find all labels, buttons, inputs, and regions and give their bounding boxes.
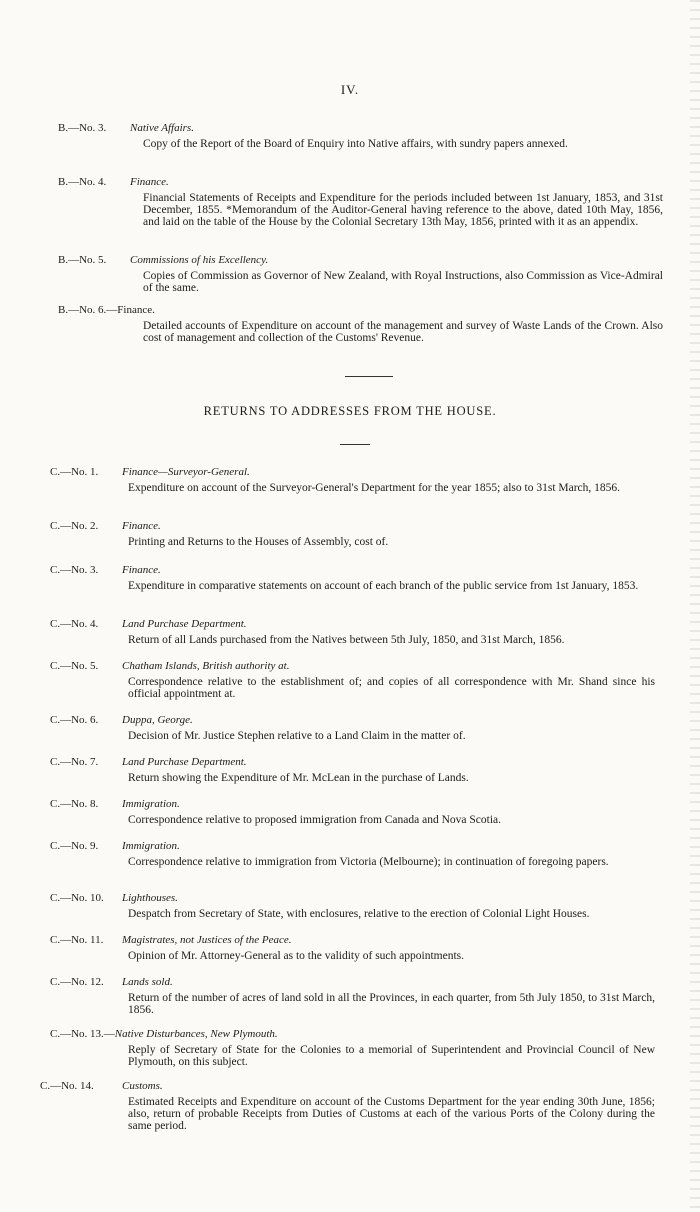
entry-description: Despatch from Secretary of State, with enclosures, relative to the erection of Colonial Light Houses. — [128, 908, 590, 920]
entry-label: C.—No. 8. — [50, 798, 99, 810]
entry-description: Copies of Commission as Governor of New Zealand, with Royal Instructions, also Commission as Vice-Admiral of the same. — [143, 270, 663, 294]
entry-label: C.—No. 4. — [50, 618, 99, 630]
section-heading: RETURNS TO ADDRESSES FROM THE HOUSE. — [203, 404, 497, 418]
entry-label: C.—No. 14. — [40, 1080, 94, 1092]
entry-description: Return of the number of acres of land sold in all the Provinces, in each quarter, from 5th July 1850, to 31st March, 1856. — [128, 992, 655, 1016]
list-item — [58, 300, 663, 344]
entry-label: C.—No. 11. — [50, 934, 104, 946]
entry-title: Duppa, George. — [122, 714, 193, 726]
list-item — [50, 1024, 655, 1068]
entry-title: Finance—Surveyor-General. — [122, 466, 250, 478]
entry-label: B.—No. 6.—Finance. — [58, 304, 155, 316]
entry-title: Commissions of his Excellency. — [130, 254, 269, 266]
list-item — [50, 710, 655, 742]
entry-description: Reply of Secretary of State for the Colonies to a memorial of Superintendent and Provincial Council of New Plymouth, on this subject. — [128, 1044, 655, 1068]
entry-description: Detailed accounts of Expenditure on account of the management and survey of Waste Lands of the Crown. Also cost of management and collection of the Customs' Revenue. — [143, 320, 663, 344]
entry-label: C.—No. 10. — [50, 892, 104, 904]
entry-description: Copy of the Report of the Board of Enquiry into Native affairs, with sundry papers annexed. — [143, 138, 568, 150]
entry-label: B.—No. 4. — [58, 176, 107, 188]
entry-description: Printing and Returns to the Houses of Assembly, cost of. — [128, 536, 389, 548]
entry-label: C.—No. 12. — [50, 976, 104, 988]
entry-title: Magistrates, not Justices of the Peace. — [122, 934, 292, 946]
entry-description: Correspondence relative to the establishment of; and copies of all correspondence with Mr. Shand since his official appointment at. — [128, 676, 655, 700]
entry-title: Land Purchase Department. — [122, 756, 247, 768]
entry-label: C.—No. 5. — [50, 660, 99, 672]
entry-description: Decision of Mr. Justice Stephen relative to a Land Claim in the matter of. — [128, 730, 466, 742]
entry-description: Correspondence relative to immigration from Victoria (Melbourne); in continuation of foregoing papers. — [128, 856, 609, 868]
entry-label: C.—No. 13.— — [50, 1028, 115, 1040]
list-item — [50, 972, 655, 1016]
entry-title: Native Disturbances, New Plymouth. — [114, 1028, 278, 1040]
list-item — [58, 172, 663, 228]
list-item — [58, 250, 663, 294]
list-item — [50, 656, 655, 700]
entry-description: Estimated Receipts and Expenditure on account of the Customs Department for the year ending 30th June, 1856; also, return of probable Receipts from Duties of Customs at each of the various Ports of the Colony during the same period. — [128, 1096, 655, 1132]
entry-label: B.—No. 5. — [58, 254, 107, 266]
list-item — [50, 888, 655, 920]
entry-title: Finance. — [122, 564, 161, 576]
page-edge-scan-noise — [690, 0, 700, 1212]
entry-label: B.—No. 3. — [58, 122, 107, 134]
list-item — [50, 462, 655, 494]
list-item — [40, 1076, 655, 1132]
entry-label: C.—No. 1. — [50, 466, 99, 478]
entry-label: C.—No. 7. — [50, 756, 99, 768]
divider — [340, 444, 370, 445]
page-number: IV. — [340, 82, 360, 97]
entry-description: Return of all Lands purchased from the Natives between 5th July, 1850, and 31st March, 1856. — [128, 634, 565, 646]
entry-title: Native Affairs. — [130, 122, 194, 134]
entry-description: Expenditure in comparative statements on account of each branch of the public service from 1st January, 1853. — [128, 580, 639, 592]
entry-label: C.—No. 6. — [50, 714, 99, 726]
entry-title: Chatham Islands, British authority at. — [122, 660, 290, 672]
list-item — [50, 794, 655, 826]
list-item — [50, 836, 655, 868]
entry-title: Lands sold. — [122, 976, 173, 988]
divider — [345, 376, 393, 377]
list-item — [50, 560, 655, 592]
entry-title: Lighthouses. — [122, 892, 178, 904]
entry-label: C.—No. 3. — [50, 564, 99, 576]
entry-description: Expenditure on account of the Surveyor-General's Department for the year 1855; also to 31st March, 1856. — [128, 482, 621, 494]
entry-title: Customs. — [122, 1080, 163, 1092]
list-item — [50, 752, 655, 784]
entry-description: Opinion of Mr. Attorney-General as to the validity of such appointments. — [128, 950, 464, 962]
list-item — [58, 118, 663, 150]
entry-title: Land Purchase Department. — [122, 618, 247, 630]
list-item — [50, 516, 655, 548]
entry-label: C.—No. 9. — [50, 840, 99, 852]
entry-description: Return showing the Expenditure of Mr. McLean in the purchase of Lands. — [128, 772, 469, 784]
entry-description: Financial Statements of Receipts and Expenditure for the periods included between 1st January, 1853, and 31st December, 1855. *Memorandum of the Auditor-General having reference to the above, dated 10th May, 1856, and laid on the table of the House by the Colonial Secretary 13th May, 1856, printed with it as an appendix. — [143, 192, 663, 228]
entry-description: Correspondence relative to proposed immigration from Canada and Nova Scotia. — [128, 814, 502, 826]
list-item — [50, 930, 655, 962]
entry-label: C.—No. 2. — [50, 520, 99, 532]
entry-title: Immigration. — [122, 798, 180, 810]
entry-title: Immigration. — [122, 840, 180, 852]
list-item — [50, 614, 655, 646]
entry-title: Finance. — [130, 176, 169, 188]
entry-title: Finance. — [122, 520, 161, 532]
